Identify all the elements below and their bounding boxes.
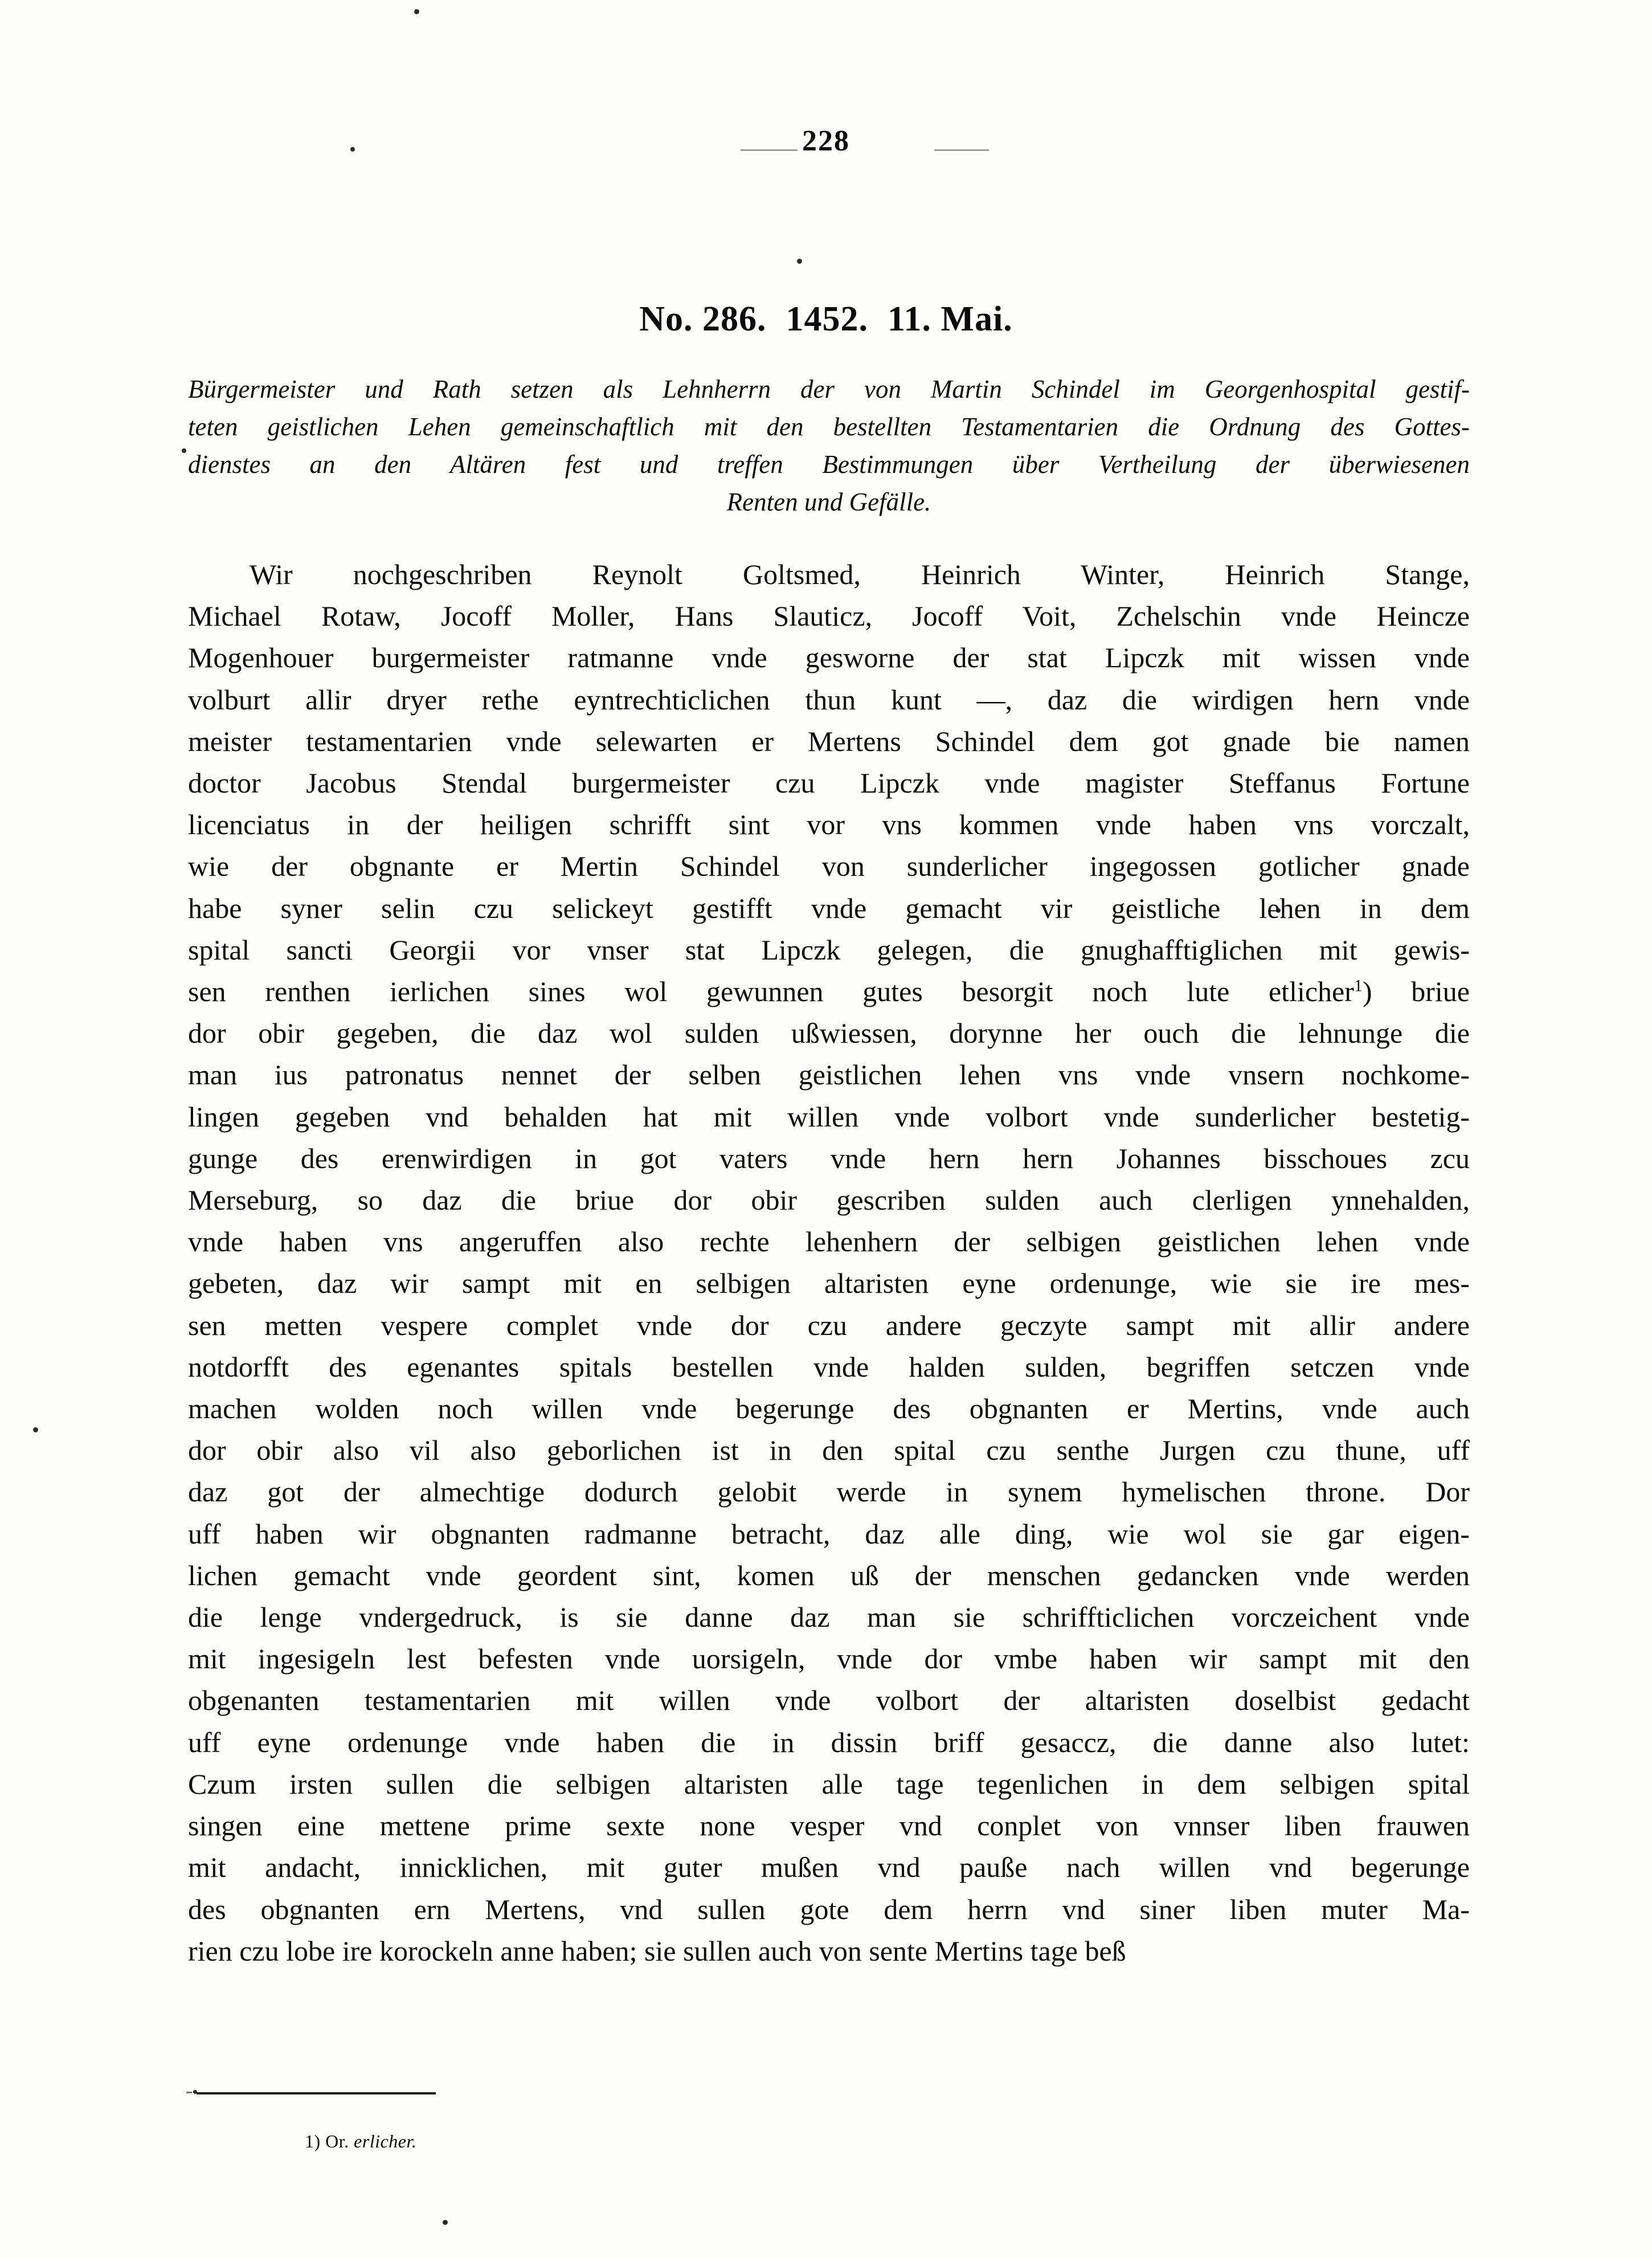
body-line: Czum irsten sullen die selbigen altaristen alle tage tegenlichen in dem selbigen spital (188, 1767, 1470, 1800)
body-line: des obgnanten ern Mertens, vnd sullen gote dem herrn vnd siner liben muter Ma- (188, 1893, 1470, 1925)
regest-line: teten geistlichen Lehen gemeinschaftlich mit den bestellten Testamentarien die Ordnung des Gottes- (188, 413, 1470, 441)
scan-speck (443, 2220, 448, 2225)
body-line: lichen gemacht vnde geordent sint, komen uß der menschen gedancken vnde werden (188, 1559, 1470, 1591)
body-line-tail: ) briue (1362, 975, 1470, 1008)
body-line: machen wolden noch willen vnde begerunge des obgnanten er Mertins, vnde auch (188, 1393, 1470, 1425)
footnote (305, 2131, 416, 2152)
body-line: meister testamentarien vnde selewarten er Mertens Schindel dem got gnade bie namen (188, 725, 1470, 757)
body-line (188, 971, 1470, 1012)
regest-line: Bürgermeister und Rath setzen als Lehnherrn der von Martin Schindel im Georgenhospital gestif- (188, 375, 1470, 403)
document-date: 11. Mai. (887, 300, 1013, 338)
body-line: Mogenhouer burgermeister ratmanne vnde gesworne der stat Lipczk mit wissen vnde (188, 642, 1470, 674)
body-line: man ius patronatus nennet der selben geistlichen lehen vns vnde vnsern nochkome- (188, 1059, 1470, 1091)
scan-speck (33, 1427, 38, 1432)
footnote-text: Or. (325, 2131, 349, 2151)
body-line: vnde haben vns angeruffen also rechte lehenhern der selbigen geistlichen lehen vnde (188, 1226, 1470, 1258)
body-line: daz got der almechtige dodurch gelobit werde in synem hymelischen throne. Dor (188, 1476, 1470, 1508)
running-head-rule-right (934, 149, 989, 151)
body-line: sen metten vespere complet vnde dor czu andere geczyte sampt mit allir andere (188, 1309, 1470, 1341)
body-line: lingen gegeben vnd behalden hat mit willen vnde volbort vnde sunderlicher bestetig- (188, 1100, 1470, 1133)
body-line: die lenge vndergedruck, is sie danne daz man sie schriffticlichen vorczeichent vnde (188, 1601, 1470, 1634)
body-line: dor obir also vil also geborlichen ist in den spital czu senthe Jurgen czu thune, uff (188, 1434, 1470, 1467)
regest-line: dienstes an den Altären fest und treffen Bestimmungen über Vertheilung der überwiesenen (188, 450, 1470, 479)
body-line-text: Wir nochgeschriben Reynolt Goltsmed, Heinrich Winter, Heinrich Stange, (250, 558, 1470, 590)
body-line: mit ingesigeln lest befesten vnde uorsigeln, vnde dor vmbe haben wir sampt mit den (188, 1643, 1470, 1675)
body-line: uff haben wir obgnanten radmanne betracht, daz alle ding, wie wol sie gar eigen- (188, 1517, 1470, 1550)
body-line: volburt allir dryer rethe eyntrechticlichen thun kunt —, daz die wirdigen hern vnde (188, 683, 1470, 716)
body-line: gebeten, daz wir sampt mit en selbigen altaristen eyne ordenunge, wie sie ire mes- (188, 1267, 1470, 1300)
body-line: Michael Rotaw, Jocoff Moller, Hans Slauticz, Jocoff Voit, Zchelschin vnde Heincze (188, 600, 1470, 632)
footnote-separator-rule (197, 2092, 436, 2094)
scan-speck (797, 259, 802, 264)
body-line: notdorfft des egenantes spitals bestellen vnde halden sulden, begriffen setczen vnde (188, 1350, 1470, 1383)
scan-speck (182, 448, 186, 453)
scan-speck (414, 9, 419, 14)
body-line: Merseburg, so daz die briue dor obir gescriben sulden auch clerligen ynnehalden, (188, 1184, 1470, 1216)
body-line: wie der obgnante er Mertin Schindel von sunderlicher ingegossen gotlicher gnade (188, 850, 1470, 883)
regest (188, 370, 1470, 521)
body-line: dor obir gegeben, die daz wol sulden ußwiessen, dorynne her ouch die lehnunge die (188, 1017, 1470, 1050)
body-line: uff eyne ordenunge vnde haben die in dissin briff gesaccz, die danne also lutet: (188, 1726, 1470, 1758)
footnote-reference[interactable]: 1 (1354, 976, 1363, 995)
page-number: 228 (802, 125, 850, 157)
footnote-marker: 1) (305, 2131, 321, 2151)
document-year: 1452. (786, 300, 868, 338)
document-body (188, 554, 1470, 1972)
document-number-label: No. 286. (639, 300, 767, 338)
body-line-text: sen renthen ierlichen sines wol gewunnen gutes besorgit noch lute etlicher (188, 975, 1354, 1008)
footnote-text-italic: erlicher. (354, 2131, 417, 2151)
body-line: doctor Jacobus Stendal burgermeister czu Lipczk vnde magister Steffanus Fortune (188, 767, 1470, 799)
body-line: gunge des erenwirdigen in got vaters vnde hern hern Johannes bisschoues zcu (188, 1142, 1470, 1174)
body-line (188, 554, 1470, 595)
body-line: singen eine mettene prime sexte none vesper vnd conplet von vnnser liben frauwen (188, 1810, 1470, 1842)
regest-line: Renten und Gefälle. (726, 488, 931, 516)
body-line: mit andacht, innicklichen, mit guter mußen vnd pauße nach willen vnd begerunge (188, 1851, 1470, 1884)
body-line: habe syner selin czu selickeyt gestifft vnde gemacht vir geistliche lehen in dem (188, 892, 1470, 924)
body-line: obgenanten testamentarien mit willen vnde volbort der altaristen doselbist gedacht (188, 1684, 1470, 1717)
body-line: spital sancti Georgii vor vnser stat Lipczk gelegen, die gnughafftiglichen mit gewis- (188, 933, 1470, 966)
body-line: rien czu lobe ire korockeln anne haben; sie sullen auch von sente Mertins tage beß (188, 1934, 1126, 1967)
document-title (0, 299, 1652, 340)
body-line: licenciatus in der heiligen schrifft sint vor vns kommen vnde haben vns vorczalt, (188, 809, 1470, 841)
